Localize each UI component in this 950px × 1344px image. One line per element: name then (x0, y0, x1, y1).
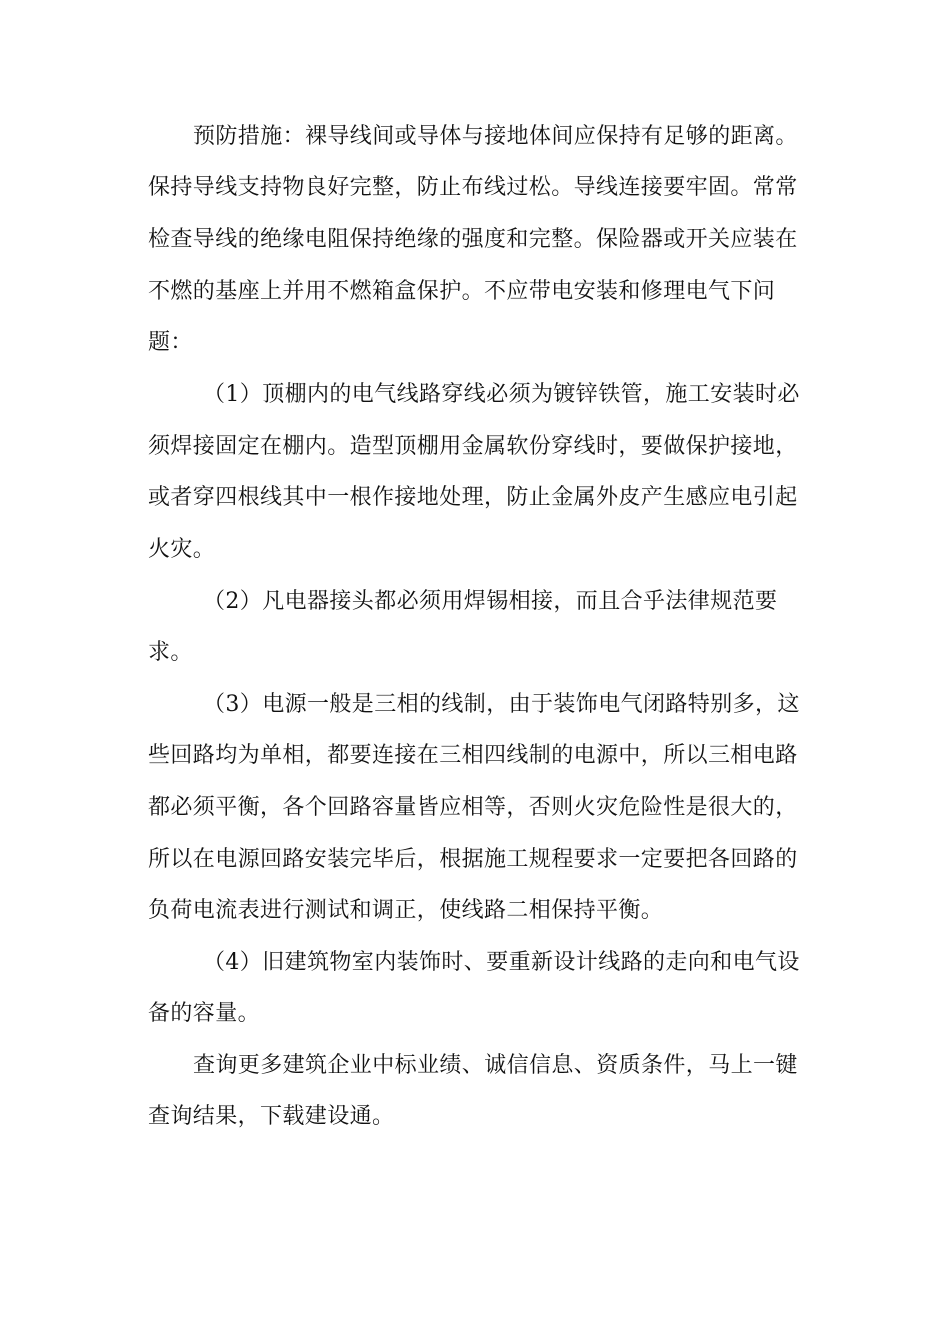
text-line: 须焊接固定在棚内。造型顶棚用金属软份穿线时，要做保护接地， (148, 434, 798, 459)
text-line: 都必须平衡，各个回路容量皆应相等，否则火灾危险性是很大的， (148, 795, 798, 820)
text-line: 检查导线的绝缘电阻保持绝缘的强度和完整。保险器或开关应装在 (148, 227, 798, 252)
text-line: 火灾。 (148, 537, 216, 562)
text-line: 查询结果，下载建设通。 (148, 1104, 395, 1129)
text-line: 保持导线支持物良好完整，防止布线过松。导线连接要牢固。常常 (148, 175, 798, 200)
text-line: 所以在电源回路安装完毕后，根据施工规程要求一定要把各回路的 (148, 847, 798, 872)
text-line: 预防措施：裸导线间或导体与接地体间应保持有足够的距离。 (193, 124, 798, 149)
text-line: 不燃的基座上并用不燃箱盒保护。不应带电安装和修理电气下问 (148, 279, 776, 304)
text-line: 题： (148, 330, 193, 355)
text-line: 查询更多建筑企业中标业绩、诚信信息、资质条件，马上一键 (193, 1053, 798, 1078)
text-line: （1）顶棚内的电气线路穿线必须为镀锌铁管，施工安装时必 (203, 382, 800, 407)
text-line: 些回路均为单相，都要连接在三相四线制的电源中，所以三相电路 (148, 743, 798, 768)
text-line: （4）旧建筑物室内装饰时、要重新设计线路的走向和电气设 (203, 950, 800, 975)
text-line: 求。 (148, 640, 193, 665)
text-line: （2）凡电器接头都必须用焊锡相接，而且合乎法律规范要 (203, 589, 778, 614)
text-line: 负荷电流表进行测试和调正，使线路二相保持平衡。 (148, 898, 664, 923)
text-line: （3）电源一般是三相的线制，由于装饰电气闭路特别多，这 (203, 692, 800, 717)
text-line: 或者穿四根线其中一根作接地处理，防止金属外皮产生感应电引起 (148, 485, 798, 510)
text-line: 备的容量。 (148, 1001, 261, 1026)
